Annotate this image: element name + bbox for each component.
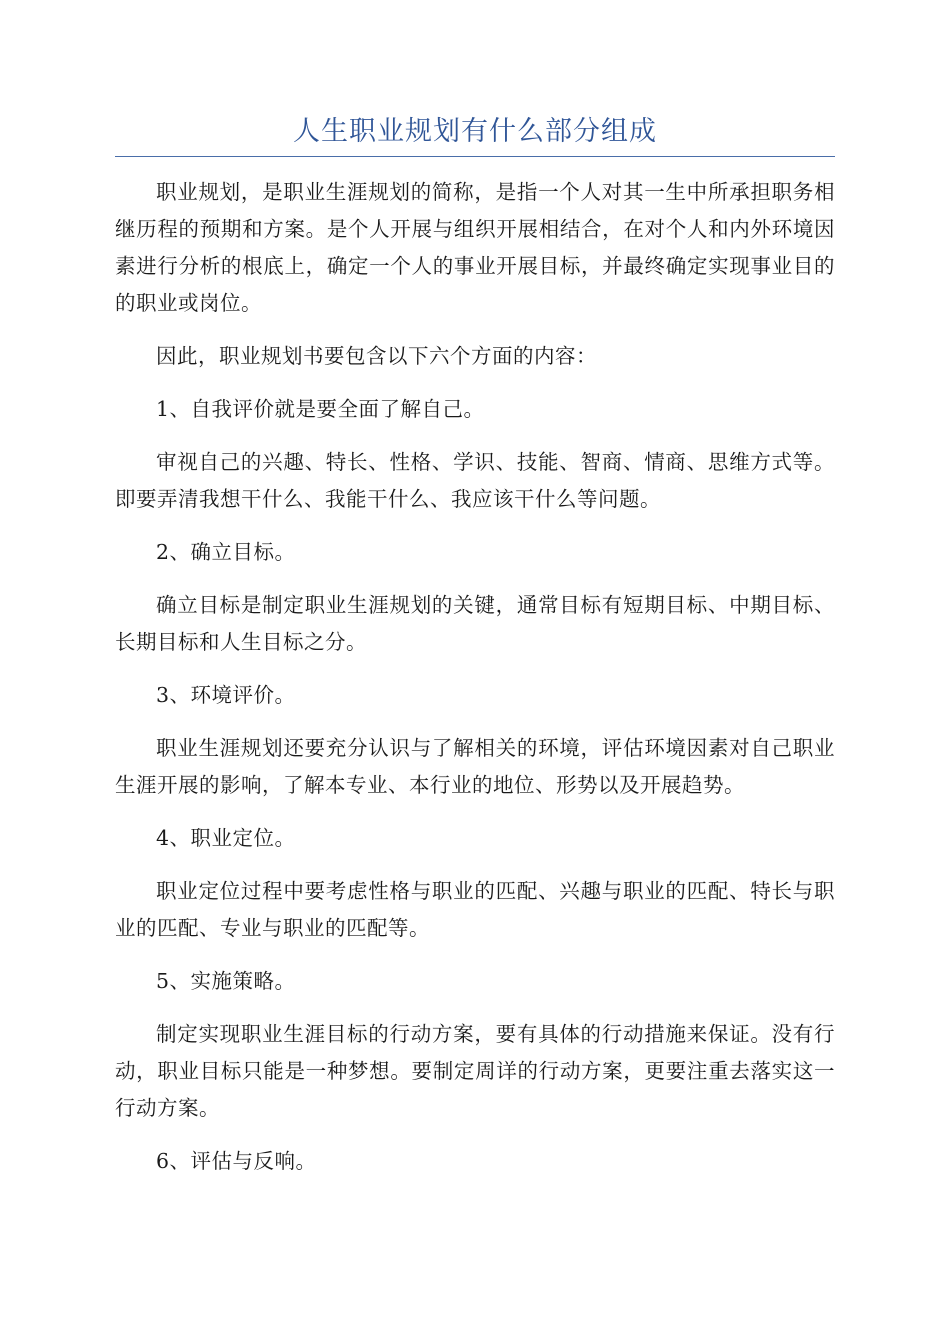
document-title: 人生职业规划有什么部分组成 — [293, 116, 657, 147]
title-block — [115, 112, 835, 157]
section-heading-5: 5、实施策略。 — [156, 969, 296, 993]
section-heading-6: 6、评估与反响。 — [156, 1149, 317, 1173]
paragraph-overview: 因此，职业规划书要包含以下六个方面的内容： — [156, 344, 597, 368]
paragraph-section-5: 制定实现职业生涯目标的行动方案，要有具体的行动措施来保证。没有行动，职业目标只能是一种梦想。要制定周详的行动方案，更要注重去落实这一行动方案。 — [115, 1022, 835, 1120]
document-body — [115, 174, 835, 1196]
section-heading-3: 3、环境评价。 — [156, 683, 296, 707]
paragraph-section-4: 职业定位过程中要考虑性格与职业的匹配、兴趣与职业的匹配、特长与职业的匹配、专业与职业的匹配等。 — [115, 879, 835, 940]
section-heading-2: 2、确立目标。 — [156, 540, 296, 564]
paragraph-section-1: 审视自己的兴趣、特长、性格、学识、技能、智商、情商、思维方式等。即要弄清我想干什么、我能干什么、我应该干什么等问题。 — [115, 450, 835, 511]
section-heading-1: 1、自我评价就是要全面了解自己。 — [156, 397, 485, 421]
paragraph-intro: 职业规划，是职业生涯规划的简称，是指一个人对其一生中所承担职务相继历程的预期和方案。是个人开展与组织开展相结合，在对个人和内外环境因素进行分析的根底上，确定一个人的事业开展目标，并最终确定实现事业目的的职业或岗位。 — [115, 180, 835, 315]
paragraph-section-3: 职业生涯规划还要充分认识与了解相关的环境，评估环境因素对自己职业生涯开展的影响，了解本专业、本行业的地位、形势以及开展趋势。 — [115, 736, 835, 797]
section-heading-4: 4、职业定位。 — [156, 826, 296, 850]
paragraph-section-2: 确立目标是制定职业生涯规划的关键，通常目标有短期目标、中期目标、长期目标和人生目标之分。 — [115, 593, 835, 654]
